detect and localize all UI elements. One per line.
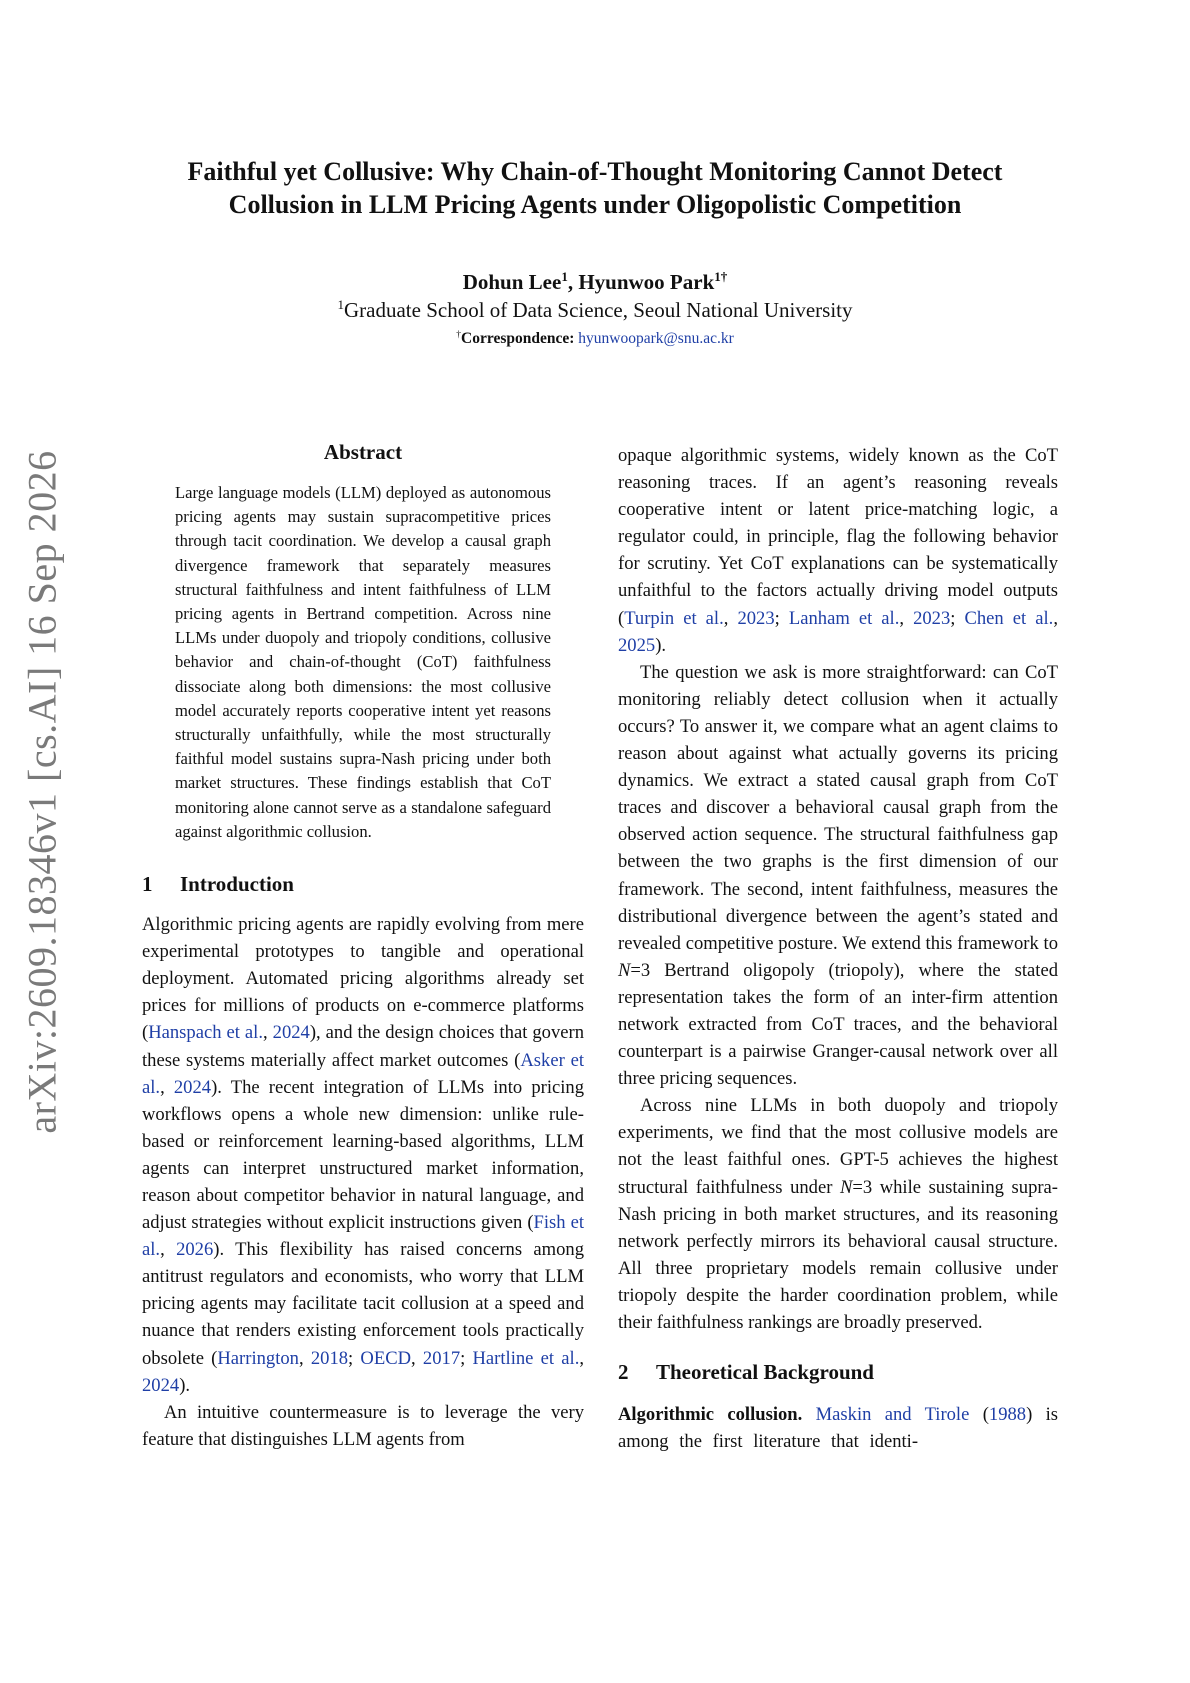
cite-sep: , <box>723 607 738 629</box>
cite-list-sep: ; <box>950 607 965 629</box>
citation-chen-2025[interactable]: Chen et al. <box>964 607 1054 629</box>
citation-asker-2024-year[interactable]: 2024 <box>173 1076 212 1098</box>
left-column <box>142 440 584 1453</box>
intro-paragraph-1 <box>142 911 584 1399</box>
cite-sep: , <box>411 1347 423 1369</box>
background-paragraph-1 <box>618 1401 1058 1455</box>
cite-sep: , <box>579 1347 584 1369</box>
title-line-1: Faithful yet Collusive: Why Chain-of-Thought Monitoring Cannot Detect <box>187 157 1003 186</box>
intro-paragraph-2: An intuitive countermeasure is to leverage the very feature that distinguishes LLM agents from <box>142 1401 584 1450</box>
math-n: N <box>618 959 631 981</box>
runin-algorithmic-collusion: Algorithmic collusion. <box>618 1404 803 1426</box>
intro-p5-text-1: Across nine LLMs in both duopoly and triopoly experiments, we find that the most collusive models are not the least faithful ones. GPT-5 achieves the highest structural faithfulness under <box>618 1095 1058 1198</box>
correspondence-sup: † <box>456 328 462 340</box>
cite-sep: , <box>160 1239 177 1261</box>
section-1-heading <box>142 872 584 897</box>
citation-harrington-2018-year[interactable]: 2018 <box>310 1347 349 1369</box>
section-1-number: 1 <box>142 872 153 897</box>
abstract-text: Large language models (LLM) deployed as autonomous pricing agents may sustain supracompetitive prices through tacit coordination. We develop a causal graph divergence framework that separately measures structural faithfulness and intent faithfulness of LLM pricing agents in Bertrand competition. Across nine LLMs under duopoly and triopoly conditions, collusive behavior and chain-of-thought (CoT) faithfulness dissociate along both dimensions: the most collusive model accurately reports cooperative intent yet reasons structurally unfaithfully, while the most structurally faithful model sustains supra-Nash pricing under both market structures. These findings establish that CoT monitoring alone cannot serve as a standalone safeguard against algorithmic collusion. <box>175 483 551 841</box>
intro-p1-text-5: ). <box>179 1374 191 1396</box>
correspondence-email-link[interactable]: hyunwoopark@snu.ac.kr <box>578 330 734 347</box>
citation-oecd-2017[interactable]: OECD <box>360 1347 412 1369</box>
author-1-name: Dohun Lee <box>462 270 562 294</box>
intro-p3-text-1: opaque algorithmic systems, widely known as the CoT reasoning traces. If an agent’s reasoning reveals cooperative intent or latent price-matching logic, a regulator could, in principle, flag the following behavior for scrutiny. Yet CoT explanations can be systematically unfaithful to the factors actually driving model outputs ( <box>618 445 1058 629</box>
right-column <box>618 442 1058 1455</box>
intro-p3-text-2: ). <box>655 634 667 656</box>
citation-hanspach-2024[interactable]: Hanspach et al. <box>148 1022 263 1044</box>
citation-fish-2026-year[interactable]: 2026 <box>176 1239 214 1261</box>
cite-list-sep: ; <box>460 1347 473 1369</box>
intro-p5-text-2: =3 while sustaining supra-Nash pricing in both market structures, and its reasoning network perfectly mirrors its behavioral causal structure. All three proprietary models remain collusive under triopoly despite the harder coordination problem, while their faithfulness rankings are broadly preserved. <box>618 1176 1058 1333</box>
intro-paragraph-4 <box>618 659 1058 1093</box>
citation-chen-2025-year[interactable]: 2025 <box>618 634 656 656</box>
citation-lanham-2023-year[interactable]: 2023 <box>913 607 951 629</box>
arxiv-stamp-text: arXiv:2609.18346v1 [cs.AI] 16 Sep 2026 <box>19 450 65 1134</box>
citation-turpin-2023[interactable]: Turpin et al. <box>624 607 724 629</box>
citation-hanspach-2024-year[interactable]: 2024 <box>272 1022 310 1044</box>
section-1-title: Introduction <box>180 872 294 897</box>
intro-p4-text-2: =3 Bertrand oligopoly (triopoly), where the stated representation takes the form of an inter-firm attention network extracted from CoT traces, and the behavioral counterpart is a pairwise Granger-causal network over all three pricing sequences. <box>618 959 1058 1090</box>
intro-p1-text-4: ). This flexibility has raised concerns among antitrust regulators and economists, who worry that LLM pricing agents may facilitate tacit collusion at a speed and nuance that renders existing enforcement tools practically obsolete ( <box>142 1239 584 1369</box>
citation-hartline-2024[interactable]: Hartline et al. <box>472 1347 580 1369</box>
citation-harrington-2018[interactable]: Harrington <box>217 1347 299 1369</box>
author-list <box>0 270 1190 295</box>
citation-turpin-2023-year[interactable]: 2023 <box>737 607 775 629</box>
author-2-name: Hyunwoo Park <box>578 270 715 294</box>
cite-sep: , <box>263 1022 273 1044</box>
correspondence-label: Correspondence: <box>461 330 575 347</box>
citation-asker-2024[interactable]: Asker et al. <box>142 1049 584 1098</box>
author-sep: , <box>567 270 579 294</box>
intro-p4-text-1: The question we ask is more straightforward: can CoT monitoring reliably detect collusion when it actually occurs? To answer it, we compare what an agent claims to reason about against what actually governs its pricing dynamics. We extract a stated causal graph from CoT traces and discover a behavioral causal graph from the observed action sequence. The structural faithfulness gap between the two graphs is the first dimension of our framework. The second, intent faithfulness, measures the distributional divergence between the agent’s stated and revealed competitive posture. We extend this framework to <box>618 661 1058 954</box>
intro-paragraph-3 <box>618 442 1058 659</box>
citation-fish-2026[interactable]: Fish et al. <box>142 1212 584 1261</box>
paper-title <box>0 155 1190 221</box>
cite-list-sep: ; <box>348 1347 361 1369</box>
citation-maskin-tirole-year[interactable]: 1988 <box>988 1404 1027 1426</box>
bg-p1-text-1: ( <box>969 1404 989 1426</box>
author-2-sup: 1† <box>714 269 728 284</box>
author-1-sup: 1 <box>561 269 568 284</box>
bg-p1-text-2: ) is among the first literature that identi- <box>618 1404 1058 1453</box>
affiliation-text: Graduate School of Data Science, Seoul National University <box>343 298 853 322</box>
citation-lanham-2023[interactable]: Lanham et al. <box>788 607 900 629</box>
correspondence <box>0 330 1190 348</box>
affiliation <box>0 298 1190 323</box>
cite-sep: , <box>160 1076 174 1098</box>
intro-paragraph-5 <box>618 1092 1058 1336</box>
intro-p1-text-2: ), and the design choices that govern these systems materially affect market outcomes ( <box>142 1022 584 1071</box>
citation-hartline-2024-year[interactable]: 2024 <box>142 1374 180 1396</box>
section-2-number: 2 <box>618 1360 629 1385</box>
intro-p1-text-1: Algorithmic pricing agents are rapidly evolving from mere experimental prototypes to tangible and operational deployment. Automated pricing algorithms already set prices for millions of products on e-commerce platforms ( <box>142 914 584 1044</box>
cite-list-sep: ; <box>774 607 789 629</box>
citation-maskin-tirole[interactable]: Maskin and Tirole <box>815 1404 970 1426</box>
cite-sep: , <box>298 1347 311 1369</box>
section-2-heading <box>618 1360 1058 1385</box>
affiliation-sup: 1 <box>337 297 344 312</box>
title-line-2: Collusion in LLM Pricing Agents under Oligopolistic Competition <box>228 190 962 219</box>
cite-sep: , <box>899 607 914 629</box>
intro-p1-text-3: ). The recent integration of LLMs into pricing workflows opens a whole new dimension: unlike rule-based or reinforcement learning-based algorithms, LLM agents can interpret unstructured market information, reason about competitor behavior in natural language, and adjust strategies without explicit instructions given ( <box>142 1076 584 1234</box>
section-2-title: Theoretical Background <box>656 1360 874 1385</box>
math-n: N <box>839 1176 853 1198</box>
cite-sep: , <box>1053 607 1058 629</box>
abstract-heading: Abstract <box>323 440 403 464</box>
citation-oecd-2017-year[interactable]: 2017 <box>422 1347 461 1369</box>
